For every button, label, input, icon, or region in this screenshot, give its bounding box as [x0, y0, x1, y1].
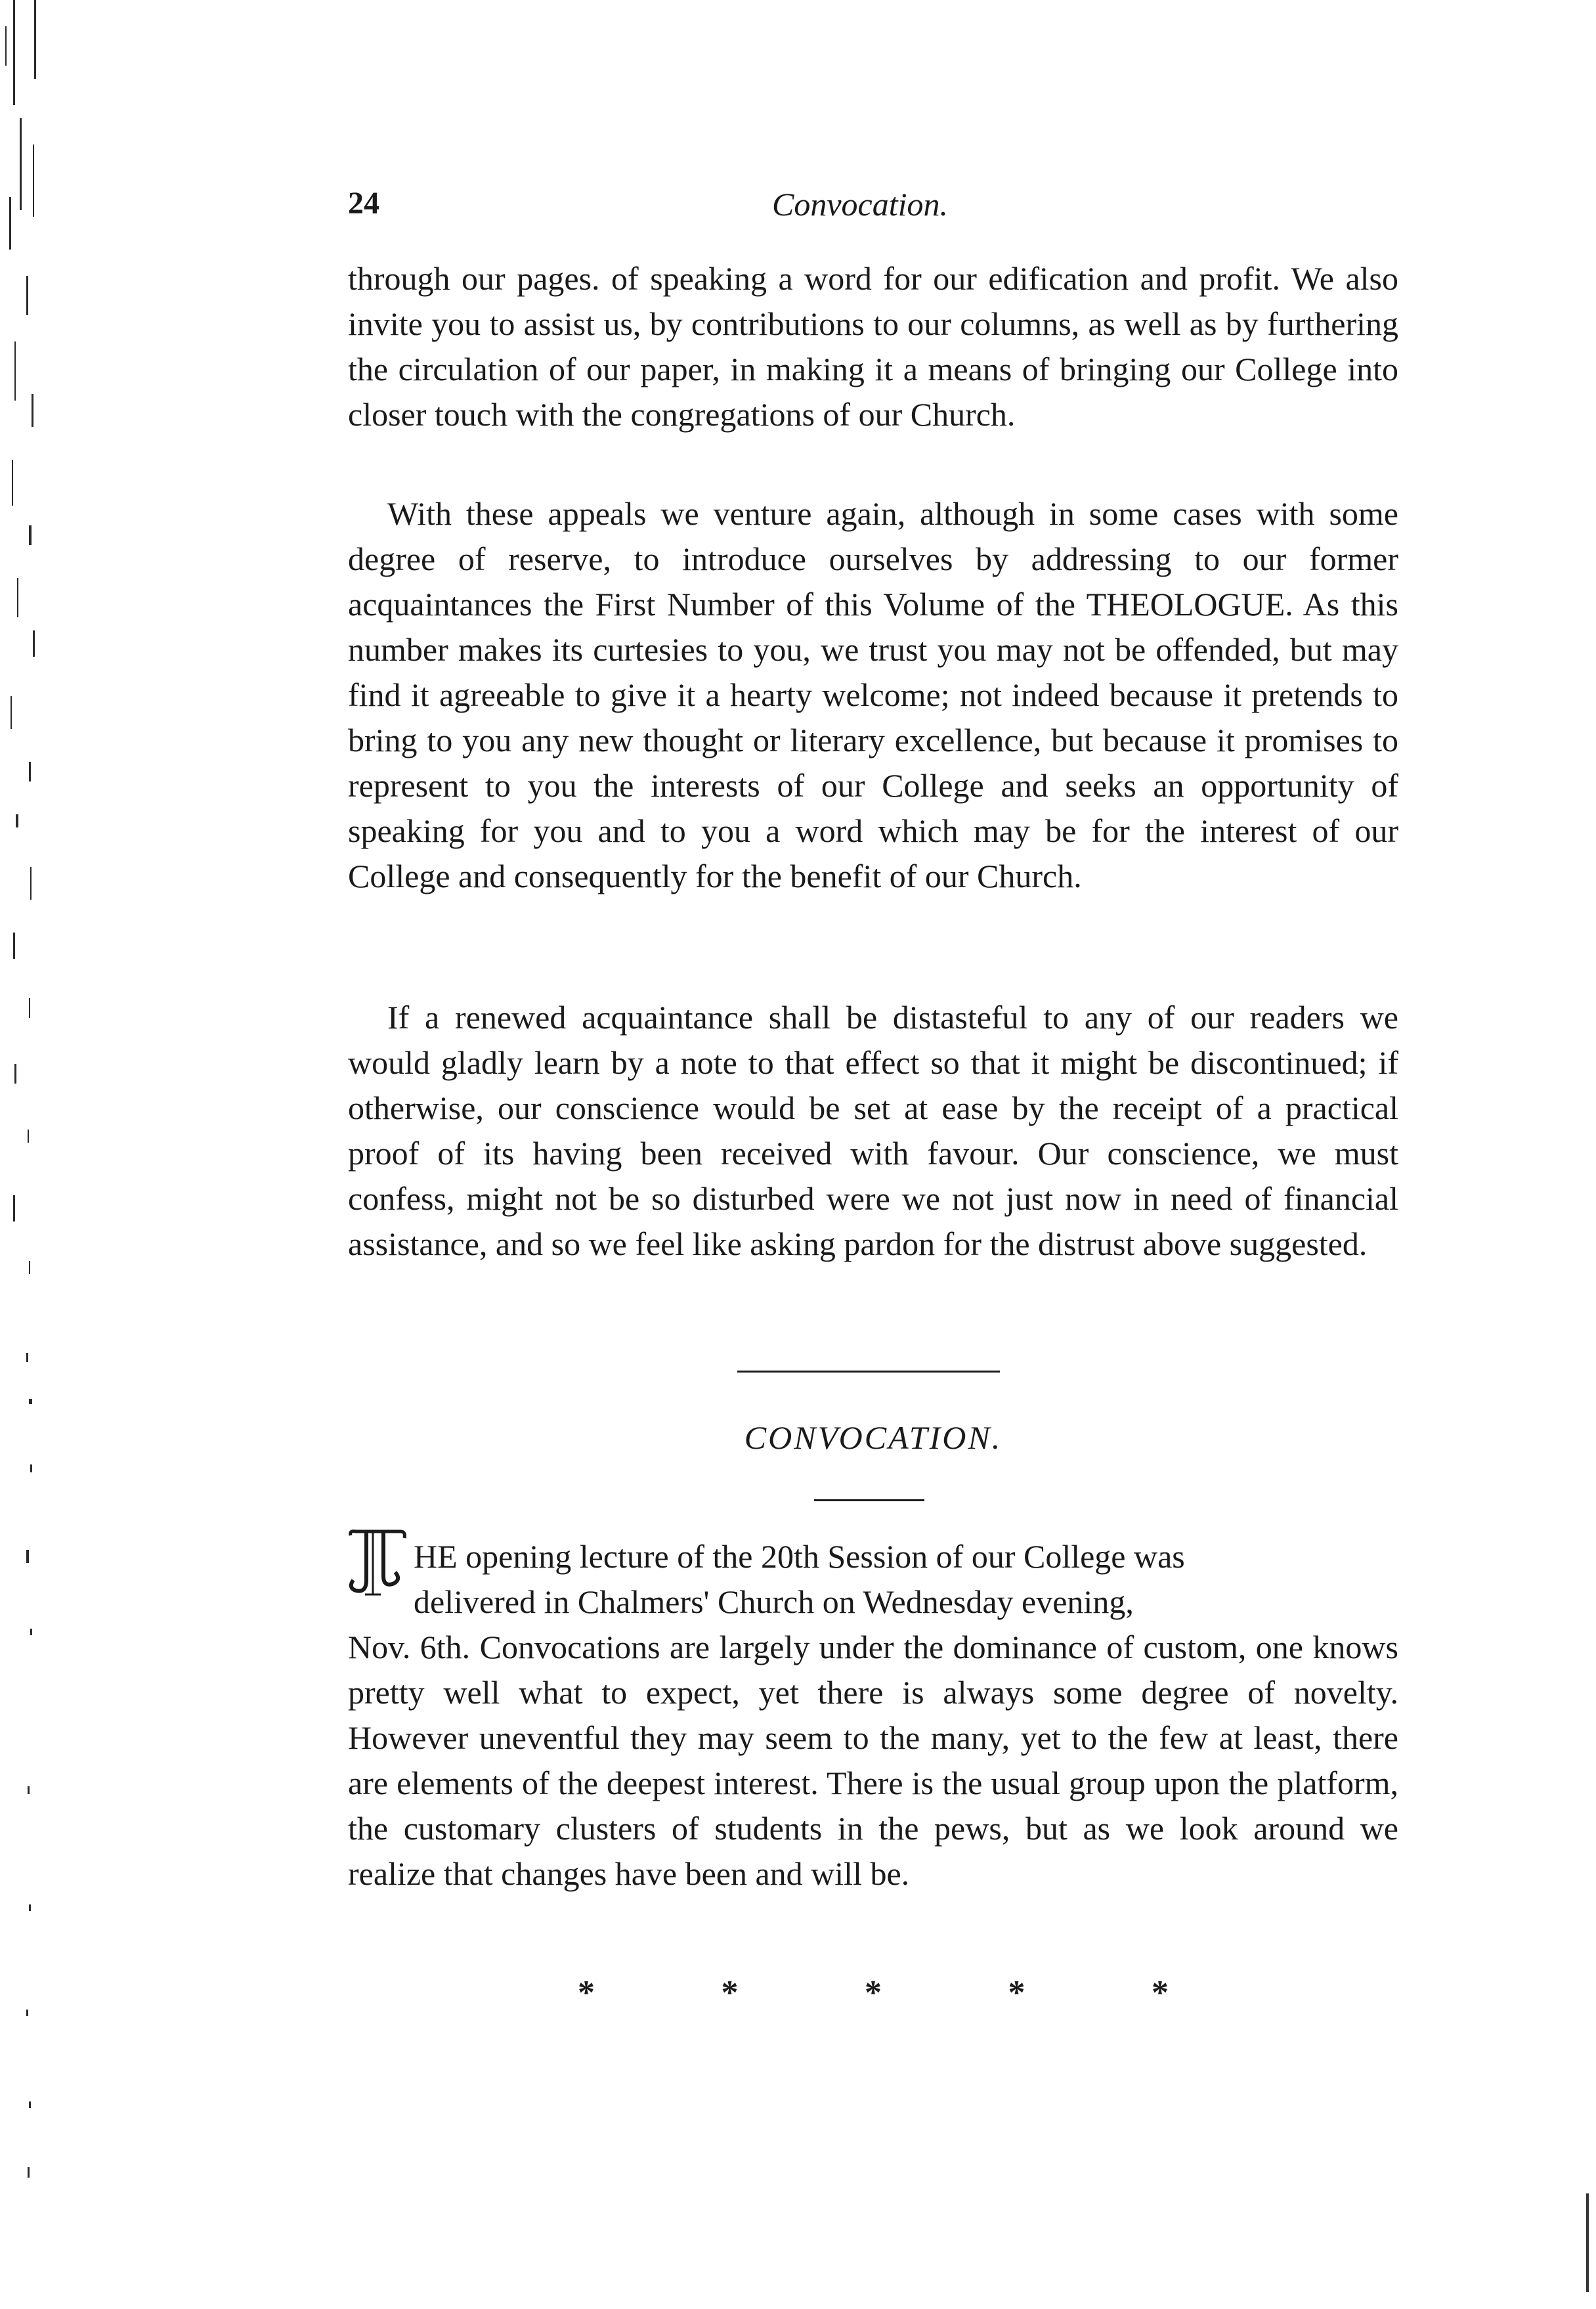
star-ornament: * [721, 1974, 739, 2012]
section-remaining-text: Nov. 6th. Convocations are largely under the dominance of custom, one knows pretty well what to expect, yet there is always some degree of novelty. However uneventful they may seem to the many, yet to the few at least, there are elements of the deepest interest. There is the usual group upon the platform, the customary clusters of students in the pews, but as we look around we realize that changes have been and will be. [348, 1629, 1398, 1892]
scan-edge-noise [0, 0, 59, 2309]
paragraph-text: If a renewed acquaintance shall be distasteful to any of our readers we would gladly learn by a note to that effect so that it might be discontinued; if otherwise, our conscience would be set at ease by the receipt of a practical proof of its having been received with favour. Our conscience, we must confess, might not be so disturbed were we not just now in need of financial assistance, and so we feel like asking pardon for the distrust above suggested. [348, 999, 1398, 1262]
scan-right-edge-mark [1586, 2193, 1589, 2292]
page-number: 24 [348, 186, 379, 221]
paragraph-2 [348, 491, 1398, 899]
paragraph-3 [348, 995, 1398, 1267]
section-first-line: HE opening lecture of the 20th Session of our College was [414, 1538, 1185, 1575]
star-ornament: * [865, 1974, 882, 2012]
star-ornament: * [1008, 1974, 1025, 2012]
section-paragraph [348, 1534, 1398, 1897]
section-title: CONVOCATION. [744, 1419, 1003, 1456]
paragraph-text: With these appeals we venture again, although in some cases with some degree of reserve, to introduce ourselves by addressing to our former acquaintances the First Number of this Volume of the THEOLOGUE. As this number makes its curtesies to you, we trust you may not be offended, but may find it agreeable to give it a hearty welcome; not indeed because it pretends to bring to you any new thought or literary excellence, but because it promises to represent to you the interests of our College and seeks an opportunity of speaking for you and to you a word which may be for the interest of our College and consequently for the benefit of our Church. [348, 495, 1398, 894]
running-title: Convocation. [772, 186, 949, 223]
section-divider-rule [737, 1371, 1000, 1373]
paragraph-1 [348, 256, 1398, 437]
separator-stars [578, 1973, 1169, 2013]
star-ornament: * [1152, 1974, 1169, 2012]
paragraph-text: through our pages. of speaking a word for our edification and profit. We also invite you to assist us, by contributions to our columns, as well as by furthering the circulation of our paper, in making it a means of bringing our College into closer touch with the congregations of our Church. [348, 260, 1398, 433]
star-ornament: * [578, 1974, 595, 2012]
title-underline-rule [814, 1499, 924, 1501]
page-header [348, 185, 1398, 238]
section-second-line: delivered in Chalmers' Church on Wednesday evening, [414, 1583, 1134, 1620]
